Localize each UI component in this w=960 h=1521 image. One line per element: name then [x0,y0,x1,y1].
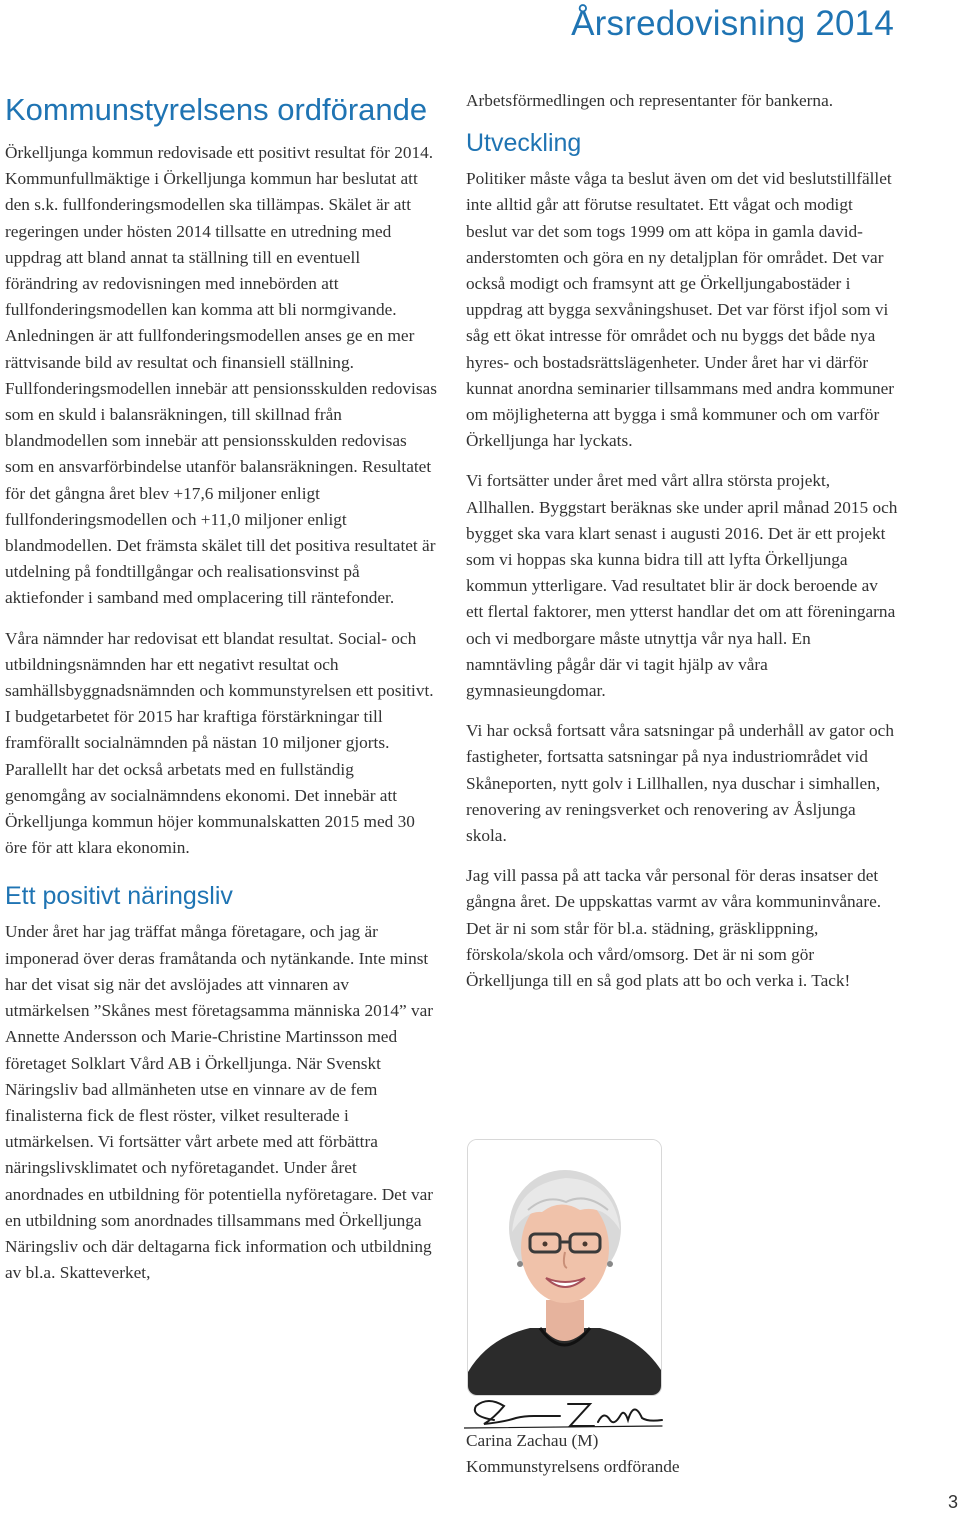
section-heading-utveckling: Utveckling [466,129,582,158]
photo-caption [466,1428,680,1480]
left-column [5,80,437,1300]
article-heading: Kommunstyrelsens ordförande [5,92,428,127]
right-column [466,88,898,1008]
body-paragraph: Jag vill passa på att tacka vår personal för deras insatser det gångna året. De uppskattas varmt av våra kommuninvånare. Det är ni som står för bl.a. städning, gräsklippning, förskola/skola och vård/omsorg. Det är ni som gör Örkelljunga till en så god plats att bo och verka i. Tack! [466,866,882,991]
document-header-title: Årsredovisning 2014 [571,4,894,43]
body-paragraph: Vi har också fortsatt våra satsningar på underhåll av gator och fastigheter, fortsatta satsningar på nya industriområdet vid Skåneporten, nytt golv i Lillhallen, nya duschar i simhallen, renovering av reningsverket och renovering av Åsljunga skola. [466,721,894,846]
body-paragraph: Arbetsförmedlingen och representanter för bankerna. [466,91,834,110]
section-heading-naringsliv: Ett positivt näringsliv [5,882,233,911]
body-paragraph: Vi fortsätter under året med vårt allra största projekt, Allhallen. Byggstart beräknas ske under april månad 2015 och bygget ska vara klart senast i augusti 2016. Det är ett projekt som vi hoppas ska kunna bidra till att lyfta Örkelljunga kommun ytterligare. Vad resultatet blir är dock beroende av ett flertal faktorer, men ytterst handlar det om att föreningarna och vi medborgare måste utnyttja vår nya hall. En namntävling pågår där vi tagit hjälp av våra gymnasieungdomar. [466,471,898,701]
body-paragraph: Örkelljunga kommun redovisade ett positivt resultat för 2014. Kommunfullmäktige i Örkelljunga kommun har beslutat att den s.k. fullfonderingsmodellen ska tillämpas. Skälet är att regeringen under hösten 2014 tillsatte en utredning med uppdrag att bland annat ta ställning till en eventuell förändring av redovisningen med innebörden att fullfonderingsmodellen kan komma att bli normgivande. Anledningen är att fullfonderingsmodellen anses ge en mer rättvisande bild av resultat och finansiell ställning. Fullfonderingsmodellen innebär att pensionsskulden redovisas som en skuld i balansräkningen, till skillnad från blandmodellen som innebär att pensionsskulden redovisas som en ansvarförbindelse utanför balansräkningen. Resultatet för det gångna året blev +17,6 miljoner enligt fullfonderingsmodellen och +11,0 miljoner enligt blandmodellen. Det främsta skälet till det positiva resultatet är utdelning på fondtillgångar och realisationsvinst på aktiefonder i samband med omplacering till räntefonder. [5,143,437,608]
portrait-illustration [468,1140,661,1395]
caption-name: Carina Zachau (M) [466,1431,599,1450]
page-number: 3 [947,1492,958,1512]
body-paragraph: Under året har jag träffat många företagare, och jag är imponerad över deras framåtanda och nytänkande. Inte minst har det visat sig när det avslöjades att vinnaren av utmärkelsen ”Skånes mest företagsamma människa 2014” var Annette Andersson och Marie-Christine Martinsson med företaget Solklart Vård AB i Örkelljunga. När Svenskt Näringsliv bad allmänheten utse en vinnare av de fem finalisterna fick de flest röster, vilket resulterade i utmärkelsen. Vi fortsätter vårt arbete med att förbättra näringslivsklimatet och nyföretagandet. Under året anordnades en utbildning för potentiella nyföretagare. Det var en utbildning som anordnades tillsammans med Örkelljunga Näringsliv och där deltagarna fick information och utbildning av bl.a. Skatteverket, [5,922,434,1283]
caption-role: Kommunstyrelsens ordförande [466,1457,680,1476]
body-paragraph: Politiker måste våga ta beslut även om det vid beslutstillfället inte alltid går att förutse resultatet. Ett vågat och modigt beslut var det som togs 1999 om att köpa in gamla david-anderstomten och göra en ny detaljplan för området. Det var också modigt och framsynt att ge Örkelljungabostäder i uppdrag att bygga sexvåningshuset. Det var först ifjol som vi såg ett ökat intresse för området och nu byggs det både nya hyres- och bostadsrättslägenheter. Under året har vi därför kunnat anordna seminarier tillsammans med andra kommuner om möjligheterna att bygga i små kommuner och om varför Örkelljunga har lyckats. [466,169,895,451]
portrait-photo [467,1139,662,1396]
body-paragraph: Våra nämnder har redovisat ett blandat resultat. Social- och utbildningsnämnden har ett negativt resultat och samhällsbyggnadsnämnden och kommunstyrelsen ett positivt. I budgetarbetet för 2015 har kraftiga förstärkningar till framförallt socialnämnden på nästan 10 miljoner gjorts. Parallellt har det också arbetats med en fullständig genomgång av socialnämndens ekonomi. Det innebär att Örkelljunga kommun höjer kommunalskatten 2015 med 30 öre för att klara ekonomin. [5,628,434,858]
